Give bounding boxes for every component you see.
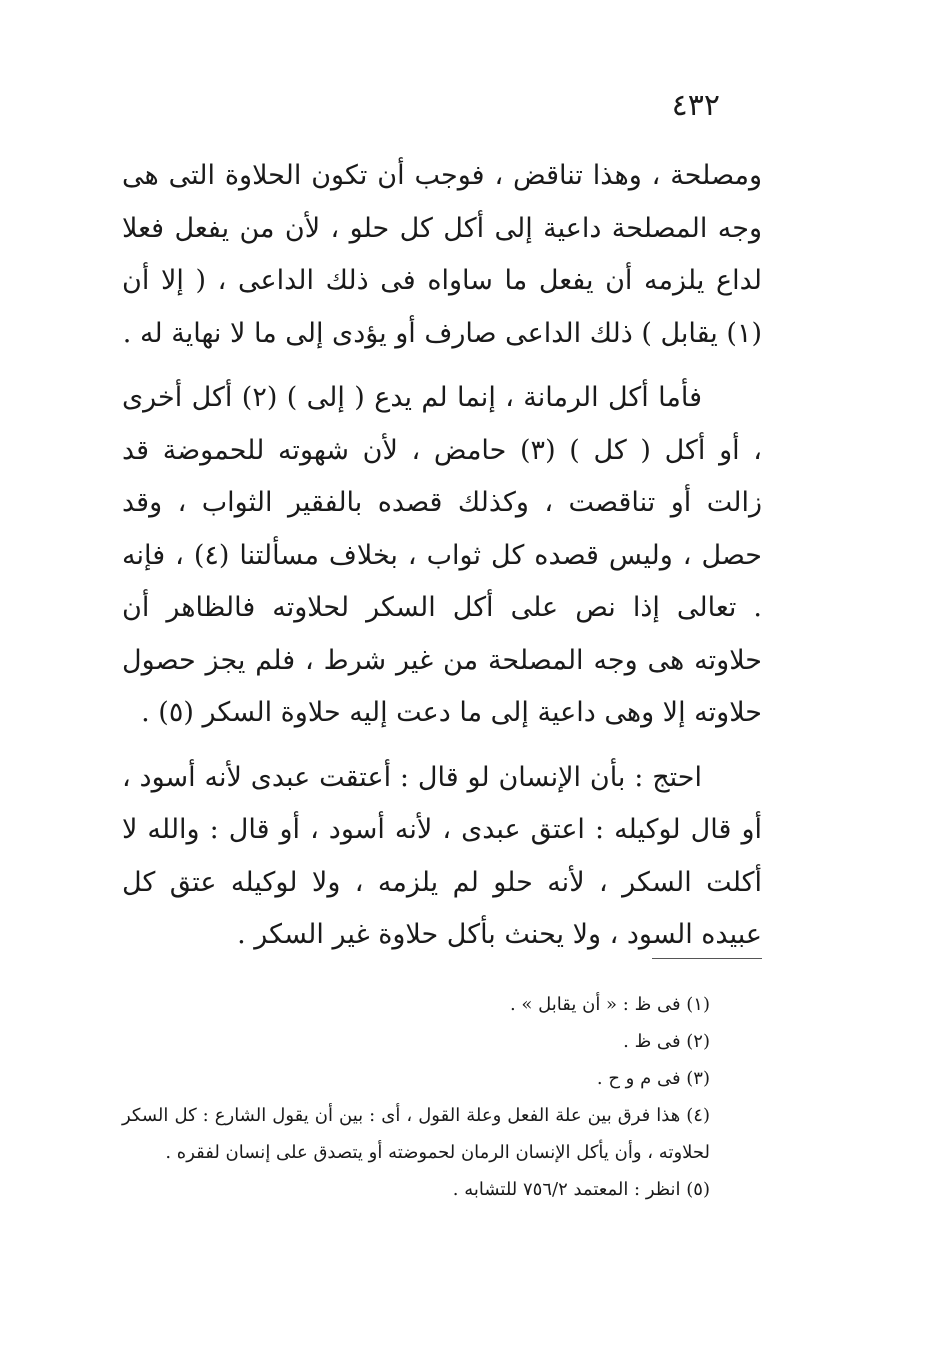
paragraph-1: ومصلحة ، وهذا تناقض ، فوجب أن تكون الحلاوة التى هى وجه المصلحة داعية إلى أكل كل حلو ، لأن من يفعل فعلا لداع يلزمه أن يفعل ما ساواه فى ذلك الداعى ، ( إلا أن (١) يقابل ) ذلك الداعى صارف أو يؤدى إلى ما لا نهاية له . xyxy=(122,160,762,349)
footnote-5: (٥) انظر : المعتمد ٧٥٦/٢ للتشابه . xyxy=(452,1179,710,1200)
footnote-divider xyxy=(652,958,762,959)
paragraph-3: احتج : بأن الإنسان لو قال : أعتقت عبدى لأنه أسود ، أو قال لوكيله : اعتق عبدى ، لأنه أسود ، أو قال : والله لا أكلت السكر ، لأنه حلو لم يلزمه ، ولا لوكيله عتق كل عبيده السود ، ولا يحنث بأكل حلاوة غير السكر . xyxy=(122,761,762,950)
footnote-2: (٢) فى ظ . xyxy=(623,1031,710,1052)
footnote-3: (٣) فى م و ح . xyxy=(596,1068,710,1089)
footnotes xyxy=(122,986,762,1208)
page-number: ٤٣٢ xyxy=(671,88,720,123)
main-text xyxy=(122,150,762,974)
paragraph-2: فأما أكل الرمانة ، إنما لم يدع ( إلى ) (٢) أكل أخرى ، أو أكل ( كل ) (٣) حامض ، لأن شهوته للحموضة قد زالت أو تناقصت ، وكذلك قصده بالفقير الثواب ، وقد حصل ، وليس قصده كل ثواب ، بخلاف مسألتنا (٤) ، فإنه . تعالى إذا نص على أكل السكر لحلاوته فالظاهر أن حلاوته هى وجه المصلحة من غير شرط ، فلم يجز حصول حلاوته إلا وهى داعية إلى ما دعت إليه حلاوة السكر (٥) . xyxy=(122,382,763,728)
footnote-1: (١) فى ظ : « أن يقابل » . xyxy=(509,994,710,1015)
footnote-4: (٤) هذا فرق بين علة الفعل وعلة القول ، أى : بين أن يقول الشارع : كل السكر لحلاوته ، وأن يأكل الإنسان الرمان لحموضته أو يتصدق على إنسان لفقره . xyxy=(122,1105,710,1163)
